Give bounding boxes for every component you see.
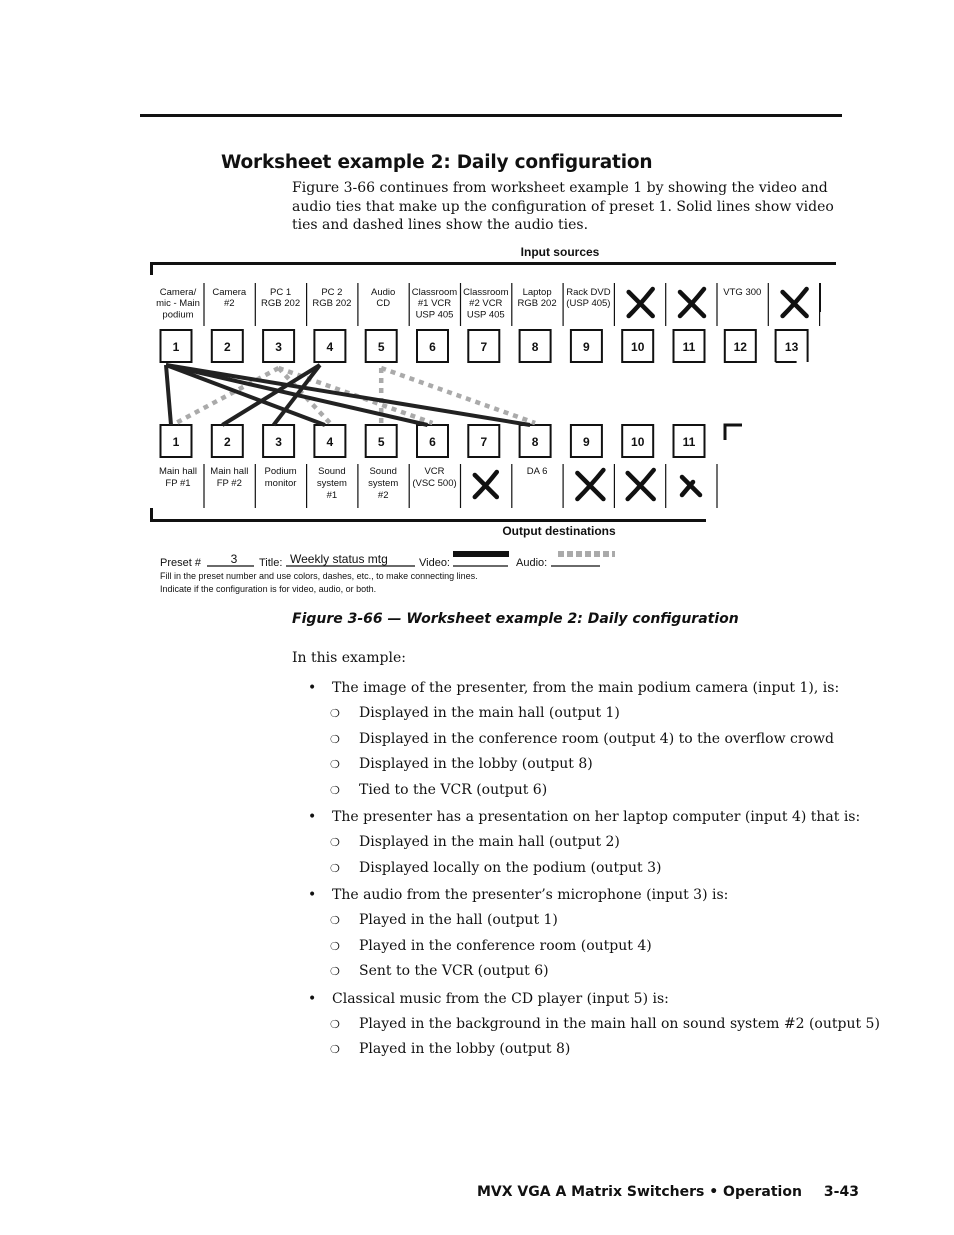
sub-item <box>300 856 860 882</box>
sub-item-text: Displayed locally on the podium (output 3) <box>359 859 662 876</box>
input-number: 9 <box>583 340 590 354</box>
input-number: 8 <box>531 340 539 354</box>
output-frame-bottom <box>150 519 706 522</box>
input-label: mic - Main <box>156 298 200 310</box>
lead-text: In this example: <box>292 650 406 666</box>
circle-marker-icon: ❍ <box>330 965 340 978</box>
output-label: system <box>368 478 399 489</box>
circle-marker-icon: ❍ <box>330 1043 340 1056</box>
sub-item <box>300 934 860 960</box>
bullet-marker: • <box>308 680 317 696</box>
input-label: CD <box>376 298 391 310</box>
bullet-item <box>300 987 860 1012</box>
input-label: VTG 300 <box>723 287 762 298</box>
sub-item <box>300 778 860 804</box>
form-note: Indicate if the configuration is for video, audio, or both. <box>160 584 377 594</box>
sub-item-text: Displayed in the main hall (output 2) <box>359 834 620 850</box>
sub-item-text: Played in the background in the main hall on sound system #2 (output 5) <box>359 1015 880 1032</box>
input-label: Camera <box>212 287 247 298</box>
sub-item <box>300 701 860 727</box>
bullet-item <box>300 676 860 701</box>
bullet-text: The presenter has a presentation on her laptop computer (input 4) that is: <box>332 809 861 825</box>
preset-label: Preset # <box>160 557 201 569</box>
bullet-item <box>300 805 860 830</box>
sub-item-text: Played in the conference room (output 4) <box>359 937 652 954</box>
input-label: Laptop <box>522 287 552 298</box>
input-number: 4 <box>326 340 334 354</box>
input-label: (USP 405) <box>566 298 611 310</box>
input-label: PC 1 <box>270 287 292 298</box>
output-label: (VSC 500) <box>412 478 457 489</box>
output-number: 9 <box>583 435 590 449</box>
input-label: Camera/ <box>159 287 197 298</box>
input-label: RGB 202 <box>517 298 557 310</box>
input-sources-title: Input sources <box>520 245 600 259</box>
sub-item-text: Played in the lobby (output 8) <box>359 1041 571 1057</box>
output-label: DA 6 <box>526 466 548 477</box>
input-frame-left <box>150 262 153 275</box>
sub-item-text: Displayed in the main hall (output 1) <box>359 705 620 721</box>
input-label: USP 405 <box>415 309 454 321</box>
bullet-item <box>300 883 860 908</box>
page-footer <box>477 1184 859 1200</box>
audio-label: Audio: <box>516 557 548 569</box>
input-label: RGB 202 <box>261 298 301 310</box>
output-label: Main hall <box>158 466 198 477</box>
input-label: #2 VCR <box>469 298 503 310</box>
input-label: USP 405 <box>466 309 505 321</box>
input-number: 2 <box>223 340 231 354</box>
output-number: 3 <box>275 435 282 449</box>
intro-paragraph: Figure 3-66 continues from worksheet example 1 by showing the video and audio ties that make up the configuration of preset 1. Solid lines show video ties and dashed lines show the audio ties. <box>292 180 834 233</box>
bullet-marker: • <box>308 990 317 1007</box>
bullet-marker: • <box>308 887 317 903</box>
example-list <box>300 676 880 1065</box>
sub-item <box>300 1037 860 1063</box>
circle-marker-icon: ❍ <box>330 939 340 953</box>
sub-item <box>300 959 860 985</box>
output-number: 5 <box>377 435 385 449</box>
output-label: VCR <box>424 466 445 477</box>
output-number: 4 <box>326 435 334 449</box>
circle-marker-icon: ❍ <box>330 1017 340 1031</box>
output-number: 11 <box>682 435 696 449</box>
input-frame-top <box>150 262 836 265</box>
output-number: 10 <box>631 435 645 449</box>
input-label: Audio <box>371 287 396 298</box>
input-label: Classroom <box>411 287 458 298</box>
output-destinations-title: Output destinations <box>502 524 616 538</box>
form-note: Fill in the preset number and use colors, dashes, etc., to make connecting lines. <box>160 571 478 581</box>
sub-item-text: Displayed in the conference room (output 4) to the overflow crowd <box>359 730 834 747</box>
sub-item <box>300 1012 880 1038</box>
circle-marker-icon: ❍ <box>330 707 340 720</box>
output-number: 2 <box>223 435 231 449</box>
bullet-text: The image of the presenter, from the main podium camera (input 1), is: <box>332 680 840 696</box>
input-number: 7 <box>480 340 488 354</box>
sub-item-text: Displayed in the lobby (output 8) <box>359 756 593 772</box>
video-line-sample <box>453 551 509 557</box>
page-number: 3-43 <box>823 1184 859 1200</box>
sub-item <box>300 752 860 778</box>
output-label: FP #2 <box>216 478 242 489</box>
sub-item <box>300 908 860 934</box>
title-label: Title: <box>259 557 283 569</box>
input-number: 1 <box>172 340 180 354</box>
output-label: Sound <box>318 466 346 477</box>
input-number: 13 <box>784 340 799 354</box>
video-tie-line <box>166 365 530 425</box>
input-label: podium <box>162 309 194 321</box>
input-number: 5 <box>377 340 385 354</box>
output-label: system <box>316 478 347 489</box>
bullet-marker: • <box>308 809 317 825</box>
input-number: 6 <box>429 340 436 354</box>
circle-marker-icon: ❍ <box>330 783 340 797</box>
preset-value: 3 <box>230 552 238 566</box>
output-label: #1 <box>326 490 338 501</box>
input-number: 11 <box>682 340 696 354</box>
circle-marker-icon: ❍ <box>330 836 340 849</box>
output-label: Podium <box>264 466 297 477</box>
input-label: RGB 202 <box>312 298 352 310</box>
input-label: Classroom <box>463 287 509 298</box>
input-number: 12 <box>733 340 747 354</box>
input-label: Rack DVD <box>566 287 611 298</box>
bullet-text: Classical music from the CD player (input 5) is: <box>332 990 669 1007</box>
output-number: 8 <box>531 435 539 449</box>
sub-item-text: Played in the hall (output 1) <box>359 912 558 928</box>
output-number: 6 <box>429 435 436 449</box>
sub-item <box>300 830 860 856</box>
circle-marker-icon: ❍ <box>330 732 340 746</box>
video-tie-line <box>166 365 171 425</box>
output-box-partial <box>725 425 742 440</box>
circle-marker-icon: ❍ <box>330 861 340 875</box>
input-number: 10 <box>631 340 645 354</box>
worksheet-diagram <box>0 0 954 610</box>
output-label: monitor <box>264 478 297 489</box>
output-label: Sound <box>369 466 397 477</box>
output-label: Main hall <box>210 466 249 477</box>
video-label: Video: <box>419 557 450 569</box>
circle-marker-icon: ❍ <box>330 758 340 771</box>
circle-marker-icon: ❍ <box>330 914 340 927</box>
sub-item-text: Sent to the VCR (output 6) <box>359 963 549 979</box>
output-frame-left <box>150 508 153 522</box>
section-heading: Worksheet example 2: Daily configuration <box>221 152 653 173</box>
input-label: #2 <box>224 298 235 310</box>
output-label: #2 <box>377 490 389 501</box>
input-label: #1 VCR <box>417 298 452 310</box>
bullet-text: The audio from the presenter’s microphone (input 3) is: <box>332 887 729 903</box>
footer-title: MVX VGA A Matrix Switchers • Operation <box>477 1184 802 1200</box>
input-label: PC 2 <box>321 287 343 298</box>
output-number: 7 <box>480 435 488 449</box>
figure-caption: Figure 3-66 — Worksheet example 2: Daily configuration <box>292 611 739 627</box>
input-number: 3 <box>275 340 282 354</box>
sub-item <box>300 727 860 753</box>
output-label: FP #1 <box>165 478 191 489</box>
output-number: 1 <box>172 435 180 449</box>
sub-item-text: Tied to the VCR (output 6) <box>359 781 548 798</box>
title-value: Weekly status mtg <box>290 552 388 566</box>
